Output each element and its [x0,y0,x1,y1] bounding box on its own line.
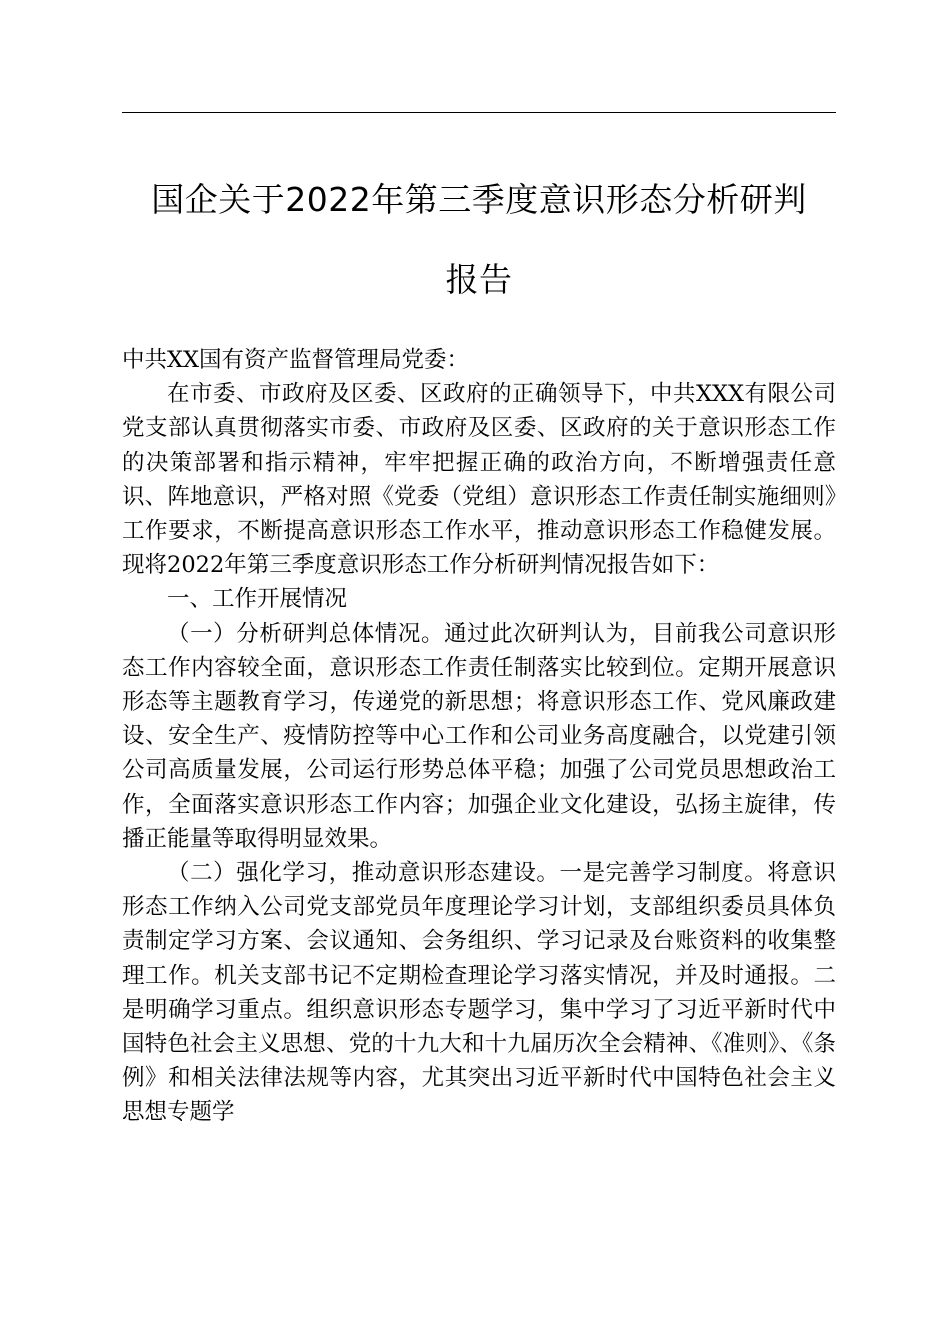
section-heading: 一、工作开展情况 [167,586,348,613]
paragraph-study: （二）强化学习，推动意识形态建设。一是完善学习制度。将意识形态工作纳入公司党支部党员年度理论学习计划，支部组织委员具体负责制定学习方案、会议通知、会务组织、学习记录及台账资料的收集整理工作。机关支部书记不定期检查理论学习落实情况，并及时通报。二是明确学习重点。组织意识形态专题学习，集中学习了习近平新时代中国特色社会主义思想、党的十九大和十九届历次全会精神、《准则》、《条例》和相关法律法规等内容，尤其突出习近平新时代中国特色社会主义思想专题学 [122,860,836,1126]
paragraph-analysis: （一）分析研判总体情况。通过此次研判认为，目前我公司意识形态工作内容较全面，意识形态工作责任制落实比较到位。定期开展意识形态等主题教育学习，传递党的新思想；将意识形态工作、党风廉政建设、安全生产、疫情防控等中心工作和公司业务高度融合，以党建引领公司高质量发展，公司运行形势总体平稳；加强了公司党员思想政治工作，全面落实意识形态工作内容；加强企业文化建设，弘扬主旋律，传播正能量等取得明显效果。 [122,620,836,852]
title-line-1: 国企关于2022年第三季度意识形态分析研判 [151,180,807,219]
salutation: 中共XX国有资产监督管理局党委： [122,347,470,373]
document-title [122,160,836,320]
document-body [122,343,836,1130]
header-rule [122,112,836,113]
title-line-2: 报告 [445,260,513,299]
intro-paragraph: 在市委、市政府及区委、区政府的正确领导下，中共XXX有限公司党支部认真贯彻落实市委、市政府及区委、区政府的关于意识形态工作的决策部署和指示精神，牢牢把握正确的政治方向，不断增强责任意识、阵地意识，严格对照《党委（党组）意识形态工作责任制实施细则》工作要求，不断提高意识形态工作水平，推动意识形态工作稳健发展。现将2022年第三季度意识形态工作分析研判情况报告如下： [122,381,836,579]
